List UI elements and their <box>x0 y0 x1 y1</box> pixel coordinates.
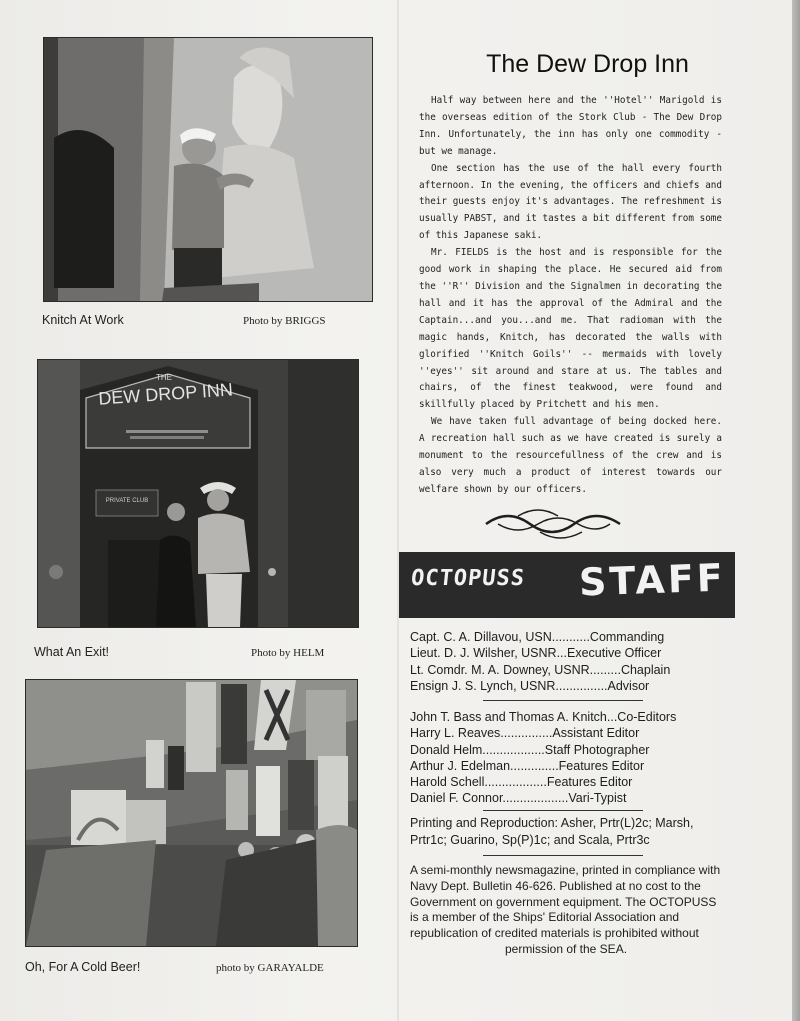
page-edge <box>792 0 800 1021</box>
sign-heading-text: DEW DROP INN <box>97 379 234 409</box>
photo-credit: Photo by HELM <box>251 647 325 659</box>
officers-list <box>410 630 720 695</box>
photo-caption: What An Exit! <box>34 645 110 659</box>
officer-row: Capt. C. A. Dillavou, USN...........Commanding <box>410 630 665 644</box>
article-body <box>419 93 722 499</box>
flourish-ornament <box>478 502 628 546</box>
divider <box>483 855 643 856</box>
printing-credits: Printing and Reproduction: Asher, Prtr(L)2c; Marsh, Prtr1c; Guarino, Sp(P)1c; and Scala, Prtr3c <box>410 816 694 847</box>
crew-row: Harold Schell..................Features Editor <box>410 775 633 790</box>
article-title: The Dew Drop Inn <box>486 50 689 78</box>
sign-private-text: PRIVATE CLUB <box>105 498 149 504</box>
photo-caption: Oh, For A Cold Beer! <box>25 960 141 974</box>
crew-row: Daniel F. Connor...................Vari-Typist <box>410 791 627 806</box>
page-fold <box>397 0 399 1021</box>
photo-knitch-at-work <box>43 37 373 302</box>
crew-row: Arthur J. Edelman..............Features Editor <box>410 758 645 773</box>
article-paragraph: We have taken full advantage of being docked here. A recreation hall such as we have created is surely a monument to the resourcefullness of the crew and is also very much a product of interest towards our welfare shown by our officers. <box>419 416 722 495</box>
publication-notice <box>410 863 722 958</box>
banner-staff-text: STAFF <box>578 555 727 605</box>
article-paragraph: Half way between here and the ''Hotel'' Marigold is the overseas edition of the Stork Club - The Dew Drop Inn. Unfortunately, the inn has only one commodity - but we manage. <box>419 95 722 157</box>
photo-credit: Photo by BRIGGS <box>243 315 326 327</box>
photo-credit: photo by GARAYALDE <box>216 962 324 974</box>
sign-the-text: THE <box>156 373 172 382</box>
officer-row: Ensign J. S. Lynch, USNR...............Advisor <box>410 678 650 693</box>
photo-caption: Knitch At Work <box>42 313 124 327</box>
crew-row: John T. Bass and Thomas A. Knitch...Co-Editors <box>410 710 677 724</box>
crew-row: Donald Helm..................Staff Photographer <box>410 742 650 757</box>
notice-text: A semi-monthly newsmagazine, printed in compliance with Navy Dept. Bulletin 46-626. Published at no cost to the Government on government equipment. The OCTOPUSS is a member of the Ships' Editorial Association and republication of credited materials is prohibited without <box>410 863 721 941</box>
notice-last-line: permission of the SEA. <box>504 941 628 956</box>
photo-what-an-exit <box>37 359 359 628</box>
article-paragraph: Mr. FIELDS is the host and is responsible for the good work in shaping the place. He secured aid from the ''R'' Division and the Signalmen in decorating the hall and it has the approval of the Admiral and the Captain...and you...and me. That radioman with the magic hands, Knitch, has decorated the walls with glorified ''Knitch Goils'' -- mermaids with lovely ''eyes'' sit around and stare at us. The tables and chairs, of the finest teakwood, were found and skillfully placed by Pritchett and his men. <box>419 247 722 411</box>
photo-cold-beer <box>25 679 358 947</box>
crew-row: Harry L. Reaves...............Assistant Editor <box>410 726 640 741</box>
divider <box>483 700 643 701</box>
officer-row: Lt. Comdr. M. A. Downey, USNR.........Chaplain <box>410 662 671 677</box>
article-paragraph: One section has the use of the hall every fourth afternoon. In the evening, the officers and chiefs and their guests enjoy it's advantages. The refreshment is usually PABST, and it tastes a bit different from some of this Japanese saki. <box>419 162 722 242</box>
divider <box>483 810 643 811</box>
officer-row: Lieut. D. J. Wilsher, USNR...Executive Officer <box>410 646 662 661</box>
crew-list <box>410 710 720 808</box>
banner-octopuss-text: OCTOPUSS <box>409 566 527 591</box>
staff-banner <box>399 552 735 618</box>
